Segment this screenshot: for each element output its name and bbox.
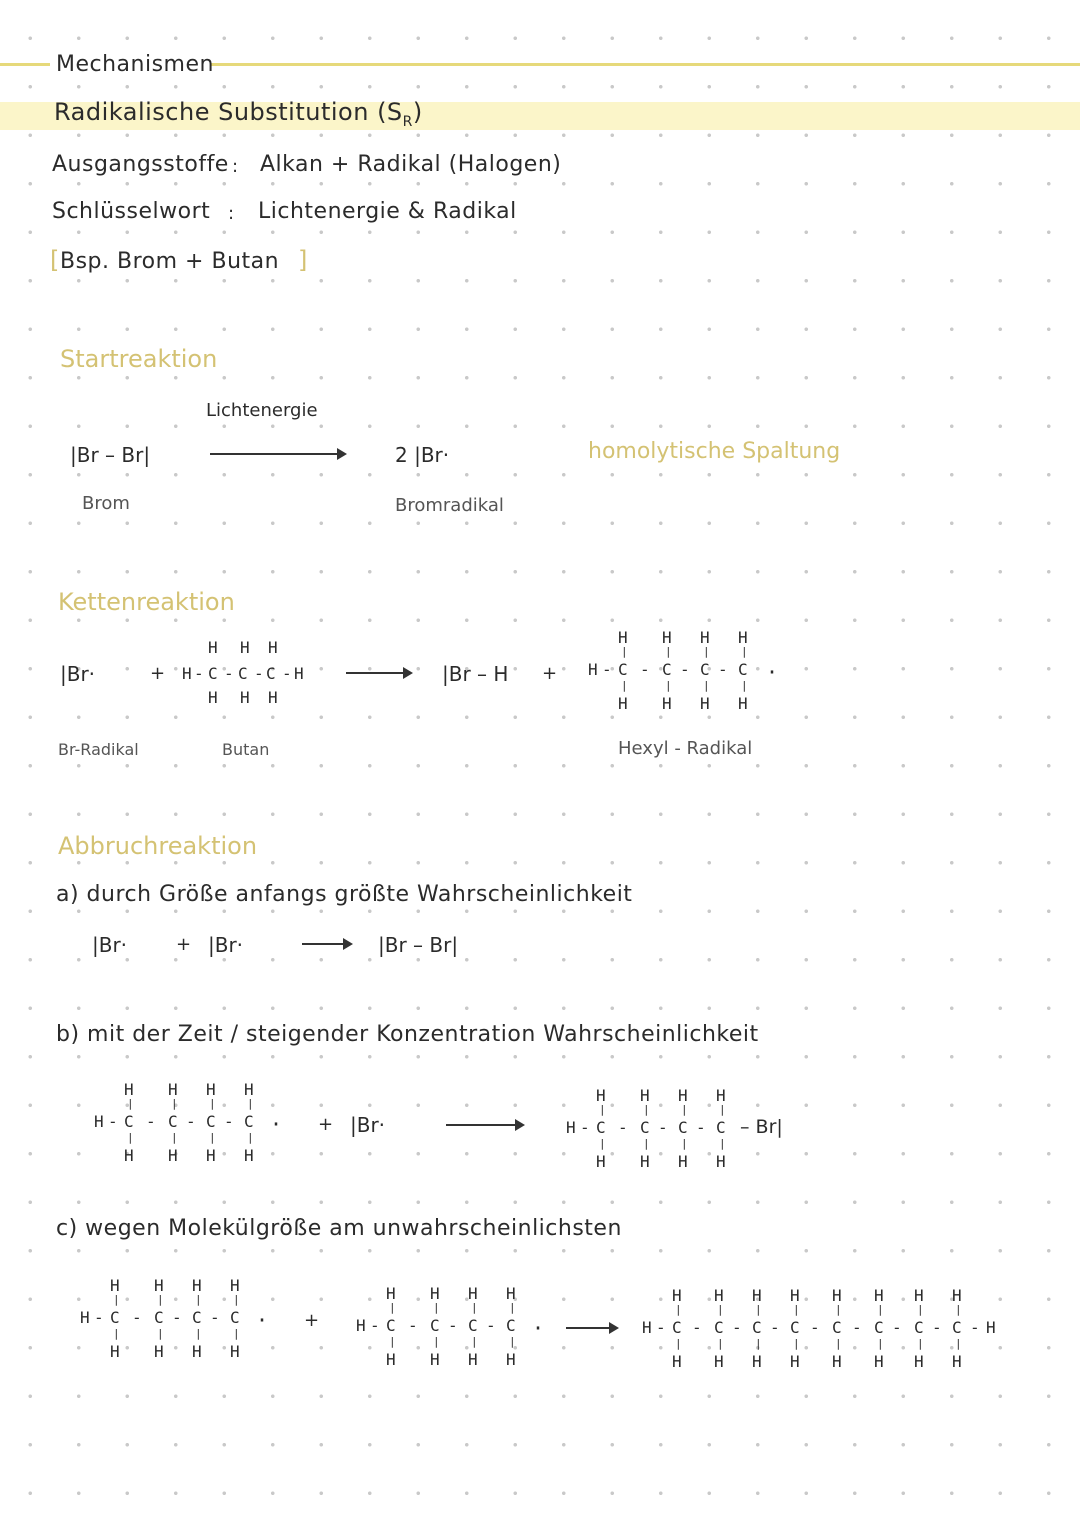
kette-reactant1: |Br· [60,662,96,686]
kette-plus-2: + [542,663,558,684]
atom-c: C [192,1308,202,1327]
atom-h: H [790,1352,800,1371]
atom-h: H [714,1352,724,1371]
atom-h: H [240,688,250,707]
atom-c: C [832,1318,842,1337]
bracket-open: [ [50,246,60,274]
atom-c: C [168,1112,178,1131]
bond: | [433,1335,440,1348]
kette-plus-1: + [150,663,166,684]
bond: | [643,1137,650,1150]
header-rule-right [210,63,1080,66]
ausgang-label: Ausgangsstoffe [52,152,229,177]
bond: - [448,1316,458,1335]
abbruch-a-reactant1: |Br· [92,933,128,957]
bond: - [640,660,650,679]
bond: | [113,1293,120,1306]
bond: - [172,1308,182,1327]
atom-c: C [618,660,628,679]
kette-product2-label: Hexyl - Radikal [618,738,753,759]
bond: - [892,1318,902,1337]
atom-h: H [566,1118,576,1137]
atom-h: H [268,688,278,707]
bond: - [618,1118,628,1137]
atom-h: H [244,1080,254,1099]
bond: | [719,1137,726,1150]
bond: - [718,660,728,679]
bond: | [599,1103,606,1116]
bond: | [755,1303,762,1316]
atom-c: C [154,1308,164,1327]
atom-h: H [430,1350,440,1369]
bond: - [680,660,690,679]
radical-dot: · [766,660,779,684]
atom-h: H [752,1286,762,1305]
bond: - [692,1318,702,1337]
atom-h: H [738,694,748,713]
bond: | [917,1303,924,1316]
abbruch-c-product-structure [642,1288,1006,1372]
bond: | [599,1137,606,1150]
atom-c: C [506,1316,516,1335]
bond: | [717,1337,724,1350]
atom-c: C [790,1318,800,1337]
radical-dot: · [532,1316,545,1340]
bond: - [580,1118,590,1137]
bracket-close: ] [298,246,308,274]
bond: | [157,1293,164,1306]
atom-h: H [356,1316,366,1335]
abbruch-a-reactant2: |Br· [208,933,244,957]
bond: | [389,1301,396,1314]
bond: | [835,1303,842,1316]
atom-h: H [430,1284,440,1303]
butan-structure [182,640,312,710]
atom-c: C [952,1318,962,1337]
abbruch-heading: Abbruchreaktion [58,832,258,860]
bond: | [643,1103,650,1116]
bond: | [681,1103,688,1116]
atom-h: H [714,1286,724,1305]
bond: | [877,1337,884,1350]
bond: | [195,1293,202,1306]
bond: | [471,1335,478,1348]
colon-1: : [232,156,239,177]
abbruch-a-arrow [302,943,350,945]
atom-c: C [430,1316,440,1335]
bond: | [793,1337,800,1350]
atom-h: H [468,1284,478,1303]
atom-h: H [208,638,218,657]
bond: | [703,645,710,658]
bond: | [835,1337,842,1350]
atom-c: C [266,664,276,683]
bond: | [157,1327,164,1340]
bond: | [621,679,628,692]
bond: | [955,1337,962,1350]
example-text: Bsp. Brom + Butan [60,249,280,274]
abbruch-c-plus: + [304,1310,320,1331]
atom-h: H [640,1086,650,1105]
atom-c: C [738,660,748,679]
bond: | [247,1131,254,1144]
hexyl-radical-structure [588,630,788,714]
atom-c: C [386,1316,396,1335]
atom-h: H [206,1146,216,1165]
bond: | [755,1337,762,1350]
bond: | [621,645,628,658]
atom-h: H [124,1080,134,1099]
atom-c: C [206,1112,216,1131]
bond: | [675,1303,682,1316]
radical-dot: · [270,1112,283,1136]
abbruch-b-reactant2: |Br· [350,1113,386,1137]
colon-2: : [228,203,235,224]
bond: | [113,1327,120,1340]
atom-h: H [672,1352,682,1371]
abbruch-c-arrow [566,1327,616,1329]
bond: - [254,664,264,683]
start-note: homolytische Spaltung [588,439,841,464]
bond: | [127,1097,134,1110]
start-product: 2 |Br· [395,443,450,467]
atom-h: H [914,1286,924,1305]
bond: | [681,1137,688,1150]
bond: - [224,664,234,683]
atom-h: H [832,1286,842,1305]
bond: | [233,1327,240,1340]
atom-c: C [640,1118,650,1137]
bond: | [389,1335,396,1348]
bond: - [732,1318,742,1337]
abbruch-b-product-structure [566,1088,816,1172]
bond: - [194,664,204,683]
bond: - [210,1308,220,1327]
bond: - [932,1318,942,1337]
bond: - [970,1318,980,1337]
abbruch-b-text: b) mit der Zeit / steigender Konzentration Wahrscheinlichkeit [56,1022,759,1047]
atom-c: C [110,1308,120,1327]
atom-c: C [208,664,218,683]
bond: | [675,1337,682,1350]
bond: - [770,1318,780,1337]
radical-dot: · [256,1308,269,1332]
bond: | [247,1097,254,1110]
kette-product1: |Br – H [442,662,509,686]
page-title [54,98,423,130]
bond: - [852,1318,862,1337]
bond: | [233,1293,240,1306]
abbruch-c-radical2-structure [356,1286,546,1370]
bond: - [656,1318,666,1337]
atom-h: H [294,664,304,683]
ausgang-value: Alkan + Radikal (Halogen) [260,152,562,177]
bond: - [658,1118,668,1137]
atom-h: H [208,688,218,707]
atom-h: H [700,694,710,713]
section-title: Mechanismen [56,52,214,77]
atom-h: H [914,1352,924,1371]
atom-h: H [230,1276,240,1295]
atom-h: H [832,1352,842,1371]
atom-h: H [952,1352,962,1371]
page-title-subscript: R [402,113,413,130]
bond: - [602,660,612,679]
atom-c: C [752,1318,762,1337]
start-reactant-label: Brom [82,493,130,514]
abbruch-a-text: a) durch Größe anfangs größte Wahrscheinlichkeit [56,882,633,907]
atom-h: H [506,1350,516,1369]
abbruch-b-radical-structure [94,1082,284,1166]
atom-h: H [94,1112,104,1131]
atom-c: C [914,1318,924,1337]
atom-c: C [230,1308,240,1327]
atom-h: H [874,1286,884,1305]
bond: | [171,1097,178,1110]
atom-h: H [168,1080,178,1099]
bromine-tail: – Br| [740,1116,783,1138]
abbruch-b-arrow [446,1124,522,1126]
atom-c: C [596,1118,606,1137]
atom-h: H [588,660,598,679]
bond: | [171,1131,178,1144]
bond: - [146,1112,156,1131]
atom-h: H [154,1342,164,1361]
atom-h: H [672,1286,682,1305]
atom-h: H [506,1284,516,1303]
bond: - [696,1118,706,1137]
bond: - [810,1318,820,1337]
atom-h: H [716,1152,726,1171]
atom-h: H [662,694,672,713]
atom-c: C [662,660,672,679]
atom-h: H [124,1146,134,1165]
bond: | [719,1103,726,1116]
bond: | [917,1337,924,1350]
atom-h: H [642,1318,652,1337]
kette-reactant2-label: Butan [222,740,270,759]
bond: | [127,1131,134,1144]
start-product-label: Bromradikal [395,495,504,516]
bond: | [665,679,672,692]
abbruch-c-text: c) wegen Molekülgröße am unwahrscheinlichsten [56,1216,622,1241]
atom-h: H [182,664,192,683]
atom-c: C [678,1118,688,1137]
kette-reactant1-label: Br-Radikal [58,740,139,759]
atom-h: H [678,1152,688,1171]
bond: - [186,1112,196,1131]
bond: | [665,645,672,658]
bond: | [209,1131,216,1144]
bond: | [471,1301,478,1314]
abbruch-a-plus: + [176,934,192,955]
bond: | [877,1303,884,1316]
atom-h: H [596,1086,606,1105]
bond: - [94,1308,104,1327]
atom-c: C [874,1318,884,1337]
atom-h: H [700,628,710,647]
atom-h: H [874,1352,884,1371]
atom-h: H [154,1276,164,1295]
bond: | [741,679,748,692]
atom-h: H [240,638,250,657]
bond: - [408,1316,418,1335]
bond: - [224,1112,234,1131]
kette-arrow [346,672,410,674]
atom-h: H [716,1086,726,1105]
atom-c: C [672,1318,682,1337]
bond: | [195,1327,202,1340]
atom-c: C [468,1316,478,1335]
atom-h: H [618,628,628,647]
atom-h: H [80,1308,90,1327]
bond: | [509,1301,516,1314]
bond: | [703,679,710,692]
schluessel-label: Schlüsselwort [52,199,211,224]
abbruch-a-product: |Br – Br| [378,933,459,957]
atom-c: C [124,1112,134,1131]
atom-c: C [716,1118,726,1137]
start-arrow-label: Lichtenergie [206,400,318,421]
atom-h: H [230,1342,240,1361]
atom-h: H [738,628,748,647]
atom-h: H [986,1318,996,1337]
bond: | [741,645,748,658]
atom-c: C [238,664,248,683]
start-reactant: |Br – Br| [70,443,151,467]
page-title-end: ) [412,98,423,126]
schluessel-value: Lichtenergie & Radikal [258,199,517,224]
atom-h: H [386,1284,396,1303]
kette-heading: Kettenreaktion [58,588,235,616]
bond: - [370,1316,380,1335]
atom-h: H [618,694,628,713]
atom-h: H [386,1350,396,1369]
bond: - [486,1316,496,1335]
abbruch-b-plus: + [318,1114,334,1135]
atom-h: H [662,628,672,647]
atom-c: C [700,660,710,679]
bond: | [793,1303,800,1316]
atom-h: H [192,1342,202,1361]
atom-h: H [244,1146,254,1165]
atom-h: H [596,1152,606,1171]
atom-h: H [192,1276,202,1295]
bond: | [209,1097,216,1110]
bond: | [717,1303,724,1316]
atom-h: H [752,1352,762,1371]
atom-h: H [110,1276,120,1295]
atom-c: C [244,1112,254,1131]
start-heading: Startreaktion [60,345,218,373]
atom-h: H [110,1342,120,1361]
abbruch-c-radical1-structure [80,1278,270,1362]
page-title-text: Radikalische Substitution (S [54,98,403,126]
bond: | [433,1301,440,1314]
atom-h: H [468,1350,478,1369]
atom-h: H [268,638,278,657]
bond: | [509,1335,516,1348]
bond: - [282,664,292,683]
atom-h: H [678,1086,688,1105]
bond: - [108,1112,118,1131]
start-arrow [210,453,344,455]
header-rule-left [0,63,50,66]
bond: | [955,1303,962,1316]
atom-h: H [206,1080,216,1099]
bond: - [132,1308,142,1327]
atom-c: C [714,1318,724,1337]
atom-h: H [952,1286,962,1305]
atom-h: H [168,1146,178,1165]
atom-h: H [640,1152,650,1171]
atom-h: H [790,1286,800,1305]
